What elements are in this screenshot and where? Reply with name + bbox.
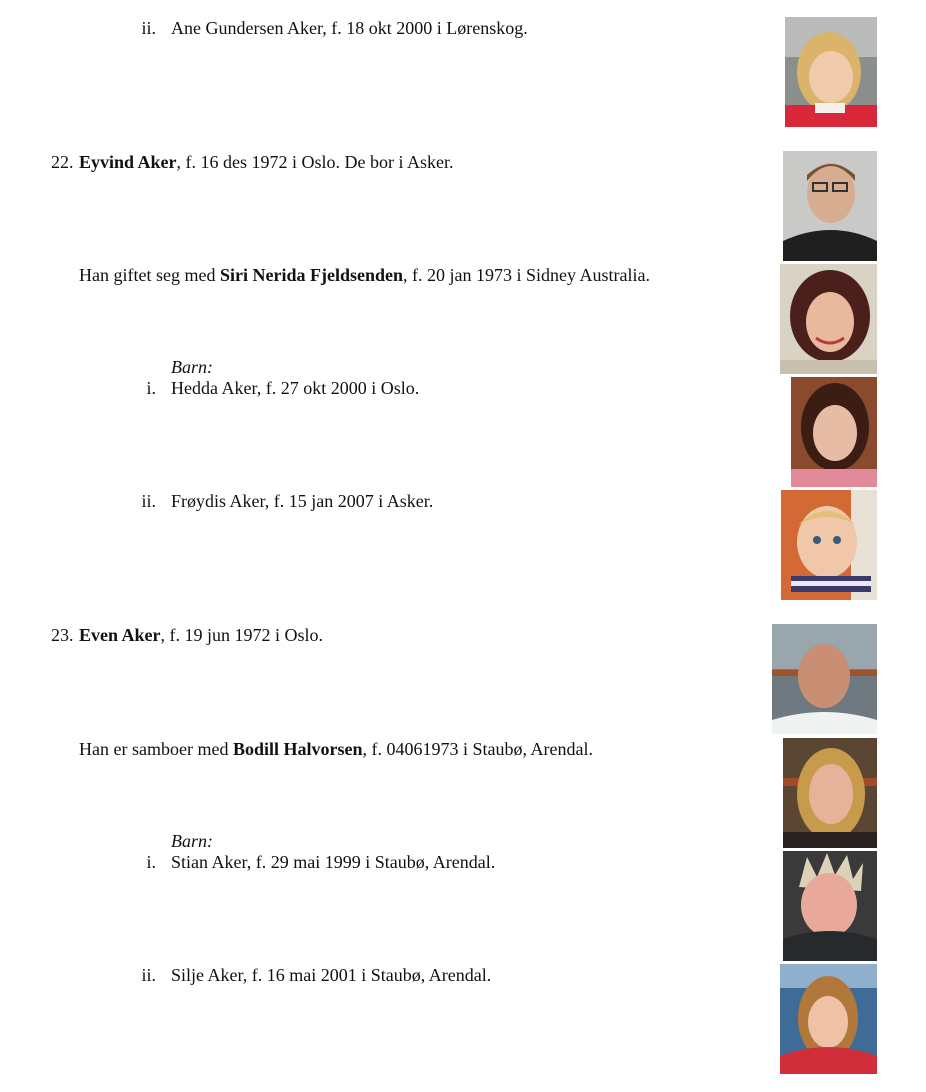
child-entry-froydis: Frøydis Aker, f. 15 jan 2007 i Asker. — [171, 491, 434, 511]
child-numeral: ii. — [141, 965, 156, 985]
photo-silje — [780, 964, 877, 1074]
child-entry-ane: Ane Gundersen Aker, f. 18 okt 2000 i Lørenskog. — [171, 18, 528, 38]
spouse-line-even — [79, 738, 593, 760]
person-name: Eyvind Aker — [79, 152, 177, 172]
child-entry-stian: Stian Aker, f. 29 mai 1999 i Staubø, Arendal. — [171, 852, 496, 872]
photo-siri — [780, 264, 877, 374]
spouse-details: , f. 20 jan 1973 i Sidney Australia. — [402, 265, 650, 285]
photo-stian — [783, 851, 877, 961]
child-entry-hedda: Hedda Aker, f. 27 okt 2000 i Oslo. — [171, 378, 420, 398]
children-heading: Barn: — [171, 831, 213, 851]
person-details: , f. 16 des 1972 i Oslo. De bor i Asker. — [176, 152, 454, 172]
entry-line-even — [79, 624, 323, 646]
children-heading: Barn: — [171, 357, 213, 377]
entry-line-eyvind — [79, 151, 454, 173]
child-numeral: ii. — [141, 491, 156, 511]
photo-froydis — [781, 490, 877, 600]
child-numeral: i. — [146, 378, 156, 398]
spouse-prefix: Han giftet seg med — [79, 265, 220, 285]
spouse-line-eyvind — [79, 264, 650, 286]
child-entry-silje: Silje Aker, f. 16 mai 2001 i Staubø, Arendal. — [171, 965, 492, 985]
entry-number: 23. — [51, 625, 74, 645]
photo-even — [772, 624, 877, 734]
entry-number: 22. — [51, 152, 74, 172]
photo-bodill — [783, 738, 877, 848]
photo-hedda — [791, 377, 877, 487]
person-details: , f. 19 jun 1972 i Oslo. — [160, 625, 324, 645]
spouse-details: , f. 04061973 i Staubø, Arendal. — [362, 739, 593, 759]
person-name: Even Aker — [79, 625, 161, 645]
photo-eyvind — [783, 151, 877, 261]
spouse-name: Siri Nerida Fjeldsenden — [219, 265, 403, 285]
spouse-name: Bodill Halvorsen — [232, 739, 363, 759]
child-numeral: ii. — [141, 18, 156, 38]
spouse-prefix: Han er samboer med — [79, 739, 233, 759]
photo-ane — [785, 17, 877, 127]
child-numeral: i. — [146, 852, 156, 872]
